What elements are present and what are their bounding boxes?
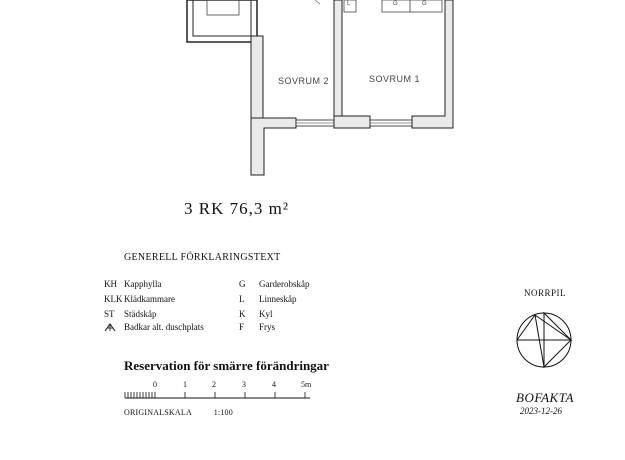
wall-segment	[334, 0, 342, 116]
apartment-area: 3 RK 76,3 m²	[184, 199, 289, 218]
legend-text: Badkar alt. duschplats	[124, 322, 204, 332]
window-sovrum-1	[370, 120, 412, 126]
scale-tick-label: 2	[212, 380, 216, 389]
reservation-note: Reservation för smärre förändringar	[124, 358, 329, 373]
legend-abbr: KH	[104, 279, 117, 289]
legend-text: Kapphylla	[124, 279, 162, 289]
scale-tick-label: 3	[242, 380, 246, 389]
north-arrow-icon	[514, 310, 576, 370]
wall-segment	[412, 0, 453, 128]
wall-left-structure	[187, 0, 257, 42]
legend-text: Frys	[259, 322, 276, 332]
legend-abbr: F	[239, 322, 245, 332]
north-arrow-label: NORRPIL	[524, 288, 567, 298]
scale-tick-label: 5m	[301, 380, 312, 389]
brand-name: BOFAKTA	[516, 390, 574, 405]
wall-segment	[334, 116, 370, 128]
window-sovrum-2	[296, 120, 334, 126]
original-scale-label: ORIGINALSKALA	[124, 408, 192, 417]
fixture-label: G	[393, 1, 399, 7]
scale-tick-label: 0	[153, 380, 157, 389]
legend-text: Klädkammare	[124, 294, 175, 304]
brand-date: 2023-12-26	[520, 406, 562, 416]
legend-abbr: KLK	[104, 294, 123, 304]
scale-tick-label: 4	[272, 380, 276, 389]
fixture-label: G	[422, 1, 428, 7]
legend-text: Städskåp	[124, 309, 157, 319]
legend-abbr: ST	[104, 309, 115, 319]
legend-text: Kyl	[259, 309, 273, 319]
legend-text: Linneskåp	[259, 294, 297, 304]
legend-title: GENERELL FÖRKLARINGSTEXT	[124, 252, 281, 263]
room-label-sovrum-2: SOVRUM 2	[278, 76, 330, 86]
fixture-label: L	[347, 1, 351, 7]
legend-abbr: K	[239, 309, 246, 319]
room-label-sovrum-1: SOVRUM 1	[369, 74, 421, 84]
wall-segment	[251, 36, 263, 122]
legend-abbr: G	[239, 279, 246, 289]
scale-bar	[120, 388, 320, 402]
bath-icon	[104, 322, 116, 332]
scale-tick-label: 1	[183, 380, 187, 389]
original-scale-ratio: 1:100	[213, 408, 233, 417]
wall-segment	[251, 118, 296, 175]
original-scale	[124, 408, 233, 417]
legend-abbr: L	[239, 294, 245, 304]
legend-text: Garderobskåp	[259, 279, 310, 289]
